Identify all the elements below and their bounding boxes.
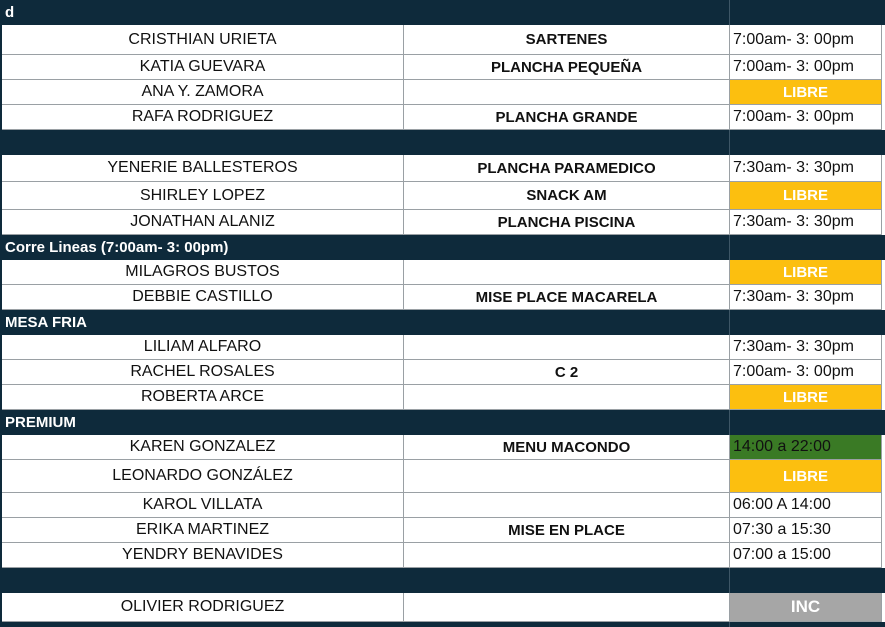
shift-cell[interactable]: 7:00am- 3: 00pm — [730, 25, 882, 55]
shift-cell[interactable]: 7:00am- 3: 00pm — [730, 360, 882, 385]
station-cell[interactable]: PLANCHA PEQUEÑA — [404, 55, 730, 80]
employee-name-cell[interactable]: CRISTHIAN URIETA — [2, 25, 404, 55]
station-cell[interactable]: MISE PLACE MACARELA — [404, 285, 730, 310]
employee-name-cell[interactable]: ROBERTA ARCE — [2, 385, 404, 410]
header-column-divider — [729, 130, 730, 155]
employee-name-cell[interactable]: KAREN GONZALEZ — [2, 435, 404, 460]
employee-name-cell[interactable]: SHIRLEY LOPEZ — [2, 182, 404, 210]
shift-cell[interactable]: 7:30am- 3: 30pm — [730, 210, 882, 235]
station-cell[interactable]: PLANCHA GRANDE — [404, 105, 730, 130]
table-row — [0, 210, 885, 235]
shift-cell[interactable]: 7:30am- 3: 30pm — [730, 285, 882, 310]
employee-name-cell[interactable]: JONATHAN ALANIZ — [2, 210, 404, 235]
station-cell[interactable] — [404, 460, 730, 493]
station-cell[interactable]: PLANCHA PISCINA — [404, 210, 730, 235]
shift-cell[interactable]: 7:00am- 3: 00pm — [730, 105, 882, 130]
section-header-title: MESA FRIA — [5, 314, 87, 331]
header-column-divider — [729, 410, 730, 435]
station-cell[interactable] — [404, 335, 730, 360]
station-cell[interactable]: SNACK AM — [404, 182, 730, 210]
section-header-title: d — [5, 4, 15, 21]
employee-name-cell[interactable]: ANA Y. ZAMORA — [2, 80, 404, 105]
shift-cell[interactable]: 7:00am- 3: 00pm — [730, 55, 882, 80]
section-header-title: Corre Lineas (7:00am- 3: 00pm) — [5, 239, 229, 256]
header-column-divider — [729, 622, 730, 627]
table-row — [0, 80, 885, 105]
section-header-row — [0, 0, 885, 25]
table-row — [0, 543, 885, 568]
table-row — [0, 385, 885, 410]
table-row — [0, 335, 885, 360]
station-cell[interactable]: SARTENES — [404, 25, 730, 55]
employee-name-cell[interactable]: ERIKA MARTINEZ — [2, 518, 404, 543]
station-cell[interactable]: MENU MACONDO — [404, 435, 730, 460]
header-column-divider — [729, 235, 730, 260]
employee-name-cell[interactable]: LEONARDO GONZÁLEZ — [2, 460, 404, 493]
table-row — [0, 435, 885, 460]
employee-name-cell[interactable]: MILAGROS BUSTOS — [2, 260, 404, 285]
employee-name-cell[interactable]: DEBBIE CASTILLO — [2, 285, 404, 310]
section-header-title: PREMIUM — [5, 414, 76, 431]
employee-name-cell[interactable]: RACHEL ROSALES — [2, 360, 404, 385]
section-header-row — [0, 568, 885, 593]
employee-name-cell[interactable]: KATIA GUEVARA — [2, 55, 404, 80]
station-cell[interactable] — [404, 80, 730, 105]
shift-cell[interactable]: 07:30 a 15:30 — [730, 518, 882, 543]
header-column-divider — [729, 568, 730, 593]
station-cell[interactable]: MISE EN PLACE — [404, 518, 730, 543]
station-cell[interactable] — [404, 385, 730, 410]
station-cell[interactable] — [404, 543, 730, 568]
day-off-cell[interactable]: LIBRE — [730, 460, 882, 493]
section-header-row — [0, 235, 885, 260]
table-row — [0, 105, 885, 130]
employee-name-cell[interactable]: LILIAM ALFARO — [2, 335, 404, 360]
station-cell[interactable] — [404, 260, 730, 285]
table-row — [0, 55, 885, 80]
header-column-divider — [729, 310, 730, 335]
table-row — [0, 593, 885, 622]
station-cell[interactable] — [404, 593, 730, 622]
table-row — [0, 493, 885, 518]
table-row — [0, 460, 885, 493]
shift-cell[interactable]: 07:00 a 15:00 — [730, 543, 882, 568]
shift-cell[interactable]: 06:00 A 14:00 — [730, 493, 882, 518]
station-cell[interactable]: PLANCHA PARAMEDICO — [404, 155, 730, 182]
shift-cell[interactable]: 7:30am- 3: 30pm — [730, 335, 882, 360]
day-off-cell[interactable]: LIBRE — [730, 182, 882, 210]
day-off-cell[interactable]: LIBRE — [730, 385, 882, 410]
table-row — [0, 360, 885, 385]
employee-name-cell[interactable]: YENDRY BENAVIDES — [2, 543, 404, 568]
day-off-cell[interactable]: LIBRE — [730, 260, 882, 285]
table-row — [0, 518, 885, 543]
employee-name-cell[interactable]: RAFA RODRIGUEZ — [2, 105, 404, 130]
shift-cell[interactable]: 7:30am- 3: 30pm — [730, 155, 882, 182]
employee-name-cell[interactable]: YENERIE BALLESTEROS — [2, 155, 404, 182]
shift-cell[interactable]: 14:00 a 22:00 — [730, 435, 882, 460]
table-row — [0, 285, 885, 310]
section-header-row — [0, 130, 885, 155]
table-row — [0, 25, 885, 55]
table-row — [0, 260, 885, 285]
incapacity-cell[interactable]: INC — [730, 593, 882, 622]
station-cell[interactable] — [404, 493, 730, 518]
day-off-cell[interactable]: LIBRE — [730, 80, 882, 105]
section-header-row — [0, 310, 885, 335]
employee-name-cell[interactable]: OLIVIER RODRIGUEZ — [2, 593, 404, 622]
section-header-row — [0, 410, 885, 435]
station-cell[interactable]: C 2 — [404, 360, 730, 385]
header-column-divider — [729, 0, 730, 25]
table-row — [0, 182, 885, 210]
section-header-row — [0, 622, 885, 627]
employee-name-cell[interactable]: KAROL VILLATA — [2, 493, 404, 518]
table-row — [0, 155, 885, 182]
